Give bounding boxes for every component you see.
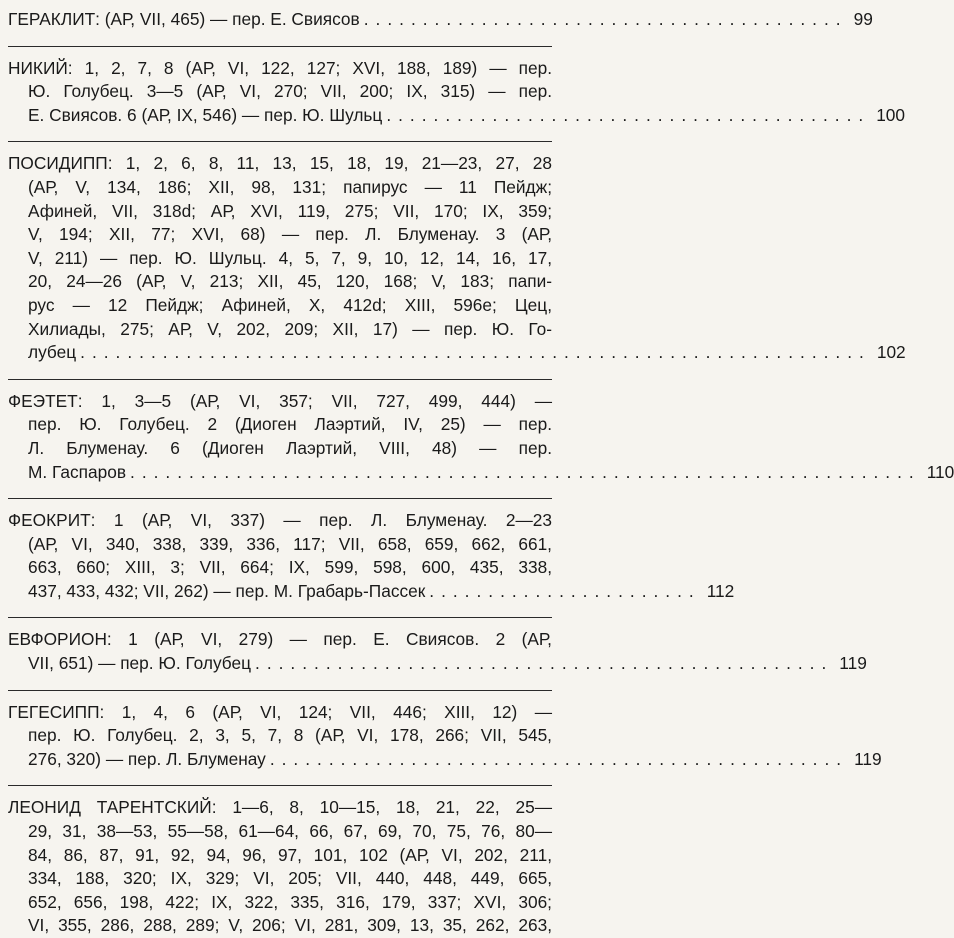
entry-text: 276, 320) — пер. Л. Блуменау xyxy=(28,748,266,769)
entry-line: ЛЕОНИД ТАРЕНТСКИЙ: 1—6, 8, 10—15, 18, 21, 22, 25— xyxy=(8,797,552,818)
entry-line: 334, 188, 320; IX, 329; VI, 205; VII, 440, 448, 449, 665, xyxy=(28,868,552,889)
leader-dots: ................................................................... xyxy=(130,461,921,482)
entry-line: ЕВФОРИОН: 1 (АР, VI, 279) — пер. Е. Свиясов. 2 (АР, xyxy=(8,629,552,650)
entry-line: ПОСИДИПП: 1, 2, 6, 8, 11, 13, 15, 18, 19, 21—23, 27, 28 xyxy=(8,153,552,174)
entry-line: 20, 24—26 (АР, V, 213; XII, 45, 120, 168; V, 183; папи- xyxy=(28,271,552,292)
entry-line: ГЕГЕСИПП: 1, 4, 6 (АР, VI, 124; VII, 446; XIII, 12) — xyxy=(8,701,552,722)
index-entry-nikias xyxy=(8,46,906,128)
entry-line: ФЕОКРИТ: 1 (АР, VI, 337) — пер. Л. Блуменау. 2—23 xyxy=(8,510,552,531)
entry-divider xyxy=(8,141,552,142)
entry-divider xyxy=(8,498,552,499)
page-number: 119 xyxy=(839,653,867,674)
entry-line-last xyxy=(8,8,873,32)
entry-line: VI, 355, 286, 288, 289; V, 206; VI, 281, 309, 13, 35, 262, 263, xyxy=(28,915,552,936)
page-number: 100 xyxy=(876,104,906,125)
entry-text: ГЕРАКЛИТ: (АР, VII, 465) — пер. Е. Свиясов xyxy=(8,9,360,29)
index-entry-theaetetus xyxy=(8,379,954,484)
page-number: 112 xyxy=(706,580,735,601)
entry-line: Ю. Голубец. 3—5 (АР, VI, 270; VII, 200; IX, 315) — пер. xyxy=(28,81,552,102)
entry-divider xyxy=(8,785,552,786)
entry-text: лубец xyxy=(28,342,77,363)
entry-line: (АР, VI, 340, 338, 339, 336, 117; VII, 658, 659, 662, 661, xyxy=(28,533,552,554)
leader-dots: ......................................... xyxy=(363,9,848,29)
entry-text: 437, 433, 432; VII, 262) — пер. М. Грабарь-Пассек xyxy=(28,580,426,601)
page-number: 110 xyxy=(926,461,954,482)
entry-line: рус — 12 Пейдж; Афиней, X, 412d; XIII, 596e; Цец, xyxy=(28,294,552,315)
entry-line: Л. Блуменау. 6 (Диоген Лаэртий, VIII, 48) — пер. xyxy=(28,437,552,458)
page-number: 119 xyxy=(854,748,882,769)
entry-line: пер. Ю. Голубец. 2 (Диоген Лаэртий, IV, 25) — пер. xyxy=(28,414,552,435)
leader-dots: ................................................. xyxy=(255,653,834,674)
entry-text: Е. Свиясов. 6 (АР, IX, 546) — пер. Ю. Шульц xyxy=(28,104,383,125)
entry-line: Афиней, VII, 318d; АР, XVI, 119, 275; VII, 170; IX, 359; xyxy=(28,200,552,221)
page-number: 99 xyxy=(853,9,873,29)
entry-line: V, 211) — пер. Ю. Шульц. 4, 5, 7, 9, 10, 12, 14, 16, 17, xyxy=(28,247,552,268)
index-entry-theocritus xyxy=(8,498,735,603)
entry-divider xyxy=(8,379,552,380)
entry-line: ФЕЭТЕТ: 1, 3—5 (АР, VI, 357; VII, 727, 499, 444) — xyxy=(8,390,552,411)
index-entry-hegesippus xyxy=(8,690,882,772)
entry-line-last xyxy=(8,104,906,128)
entry-line: 29, 31, 38—53, 55—58, 61—64, 66, 67, 69, 70, 75, 76, 80— xyxy=(28,821,552,842)
entry-text: М. Гаспаров xyxy=(28,461,127,482)
entry-line-last xyxy=(8,580,735,604)
index-entry-euphorion xyxy=(8,617,867,675)
entry-line-last xyxy=(8,341,906,365)
entry-line: пер. Ю. Голубец. 2, 3, 5, 7, 8 (АР, VI, 178, 266; VII, 545, xyxy=(28,725,552,746)
entry-line-last xyxy=(8,461,954,485)
entry-text: VII, 651) — пер. Ю. Голубец xyxy=(28,653,252,674)
entry-line: Хилиады, 275; АР, V, 202, 209; XII, 17) — пер. Ю. Го- xyxy=(28,318,552,339)
entry-line-last xyxy=(8,652,867,676)
index-entry-leonidas-of-tarentum xyxy=(8,785,552,938)
entry-line: 652, 656, 198, 422; IX, 322, 335, 316, 179, 337; XVI, 306; xyxy=(28,891,552,912)
index-entry-posidippus xyxy=(8,141,906,364)
entry-line: 663, 660; XIII, 3; VII, 664; IX, 599, 598, 600, 435, 338, xyxy=(28,557,552,578)
entry-divider xyxy=(8,617,552,618)
entry-divider xyxy=(8,690,552,691)
leader-dots: ................................................................... xyxy=(80,342,871,363)
entry-line: НИКИЙ: 1, 2, 7, 8 (АР, VI, 122, 127; XVI, 188, 189) — пер. xyxy=(8,57,552,78)
leader-dots: ................................................. xyxy=(269,748,849,769)
page-number: 102 xyxy=(876,342,906,363)
leader-dots: ......................................... xyxy=(386,104,871,125)
entry-line-last xyxy=(8,748,882,772)
leader-dots: ....................... xyxy=(429,580,701,601)
entry-line: 84, 86, 87, 91, 92, 94, 96, 97, 101, 102 (АР, VI, 202, 211, xyxy=(28,844,552,865)
index-entry-heraclitus xyxy=(8,8,873,32)
entry-line: V, 194; XII, 77; XVI, 68) — пер. Л. Блуменау. 3 (АР, xyxy=(28,224,552,245)
entry-line: (АР, V, 134, 186; XII, 98, 131; папирус — 11 Пейдж; xyxy=(28,176,552,197)
entry-divider xyxy=(8,46,552,47)
